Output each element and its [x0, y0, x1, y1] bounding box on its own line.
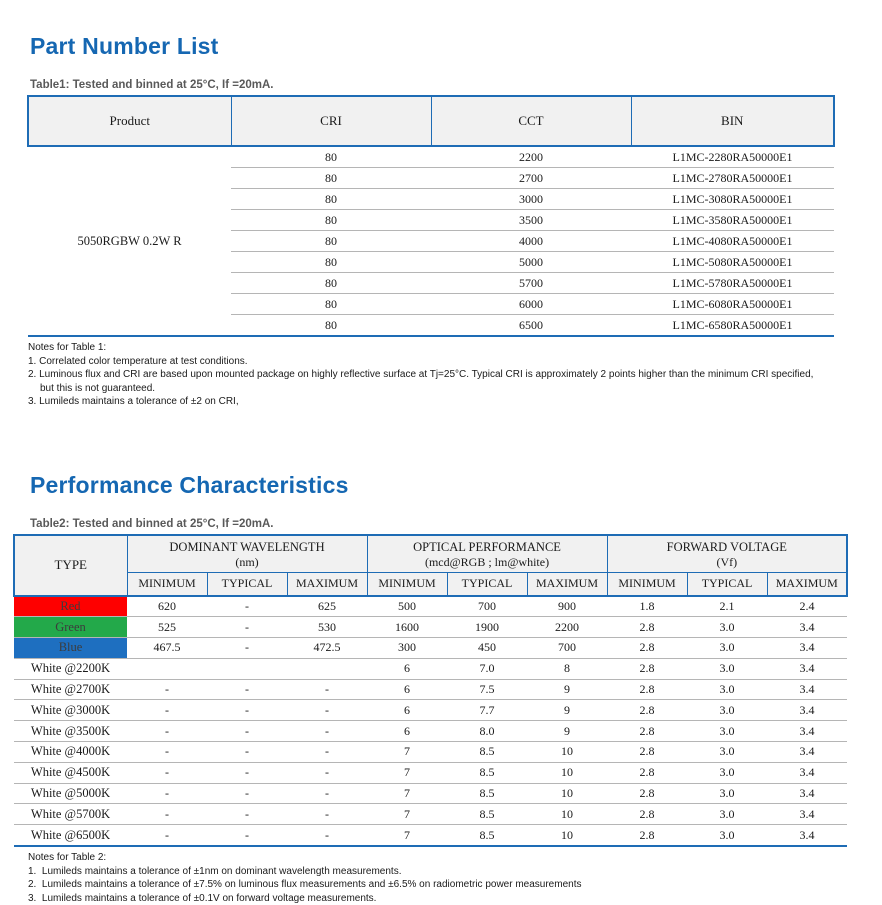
value-cell: - [287, 762, 367, 783]
value-cell: 3.4 [767, 700, 847, 721]
group-title: FORWARD VOLTAGE [609, 538, 846, 555]
value-cell: 10 [527, 825, 607, 846]
value-cell: 3.4 [767, 721, 847, 742]
value-cell: 2.8 [607, 742, 687, 763]
value-cell: 3.4 [767, 825, 847, 846]
cri-cell: 80 [231, 168, 431, 189]
note-line: 3. Lumileds maintains a tolerance of ±2 on CRI, [28, 395, 826, 409]
value-cell [127, 658, 207, 679]
sub-header-minimum: MINIMUM [367, 572, 447, 596]
group-header-dominant-wavelength [127, 535, 367, 573]
cri-cell: 80 [231, 315, 431, 337]
performance-table-body [14, 596, 847, 847]
note-line: 1. Correlated color temperature at test conditions. [28, 355, 826, 369]
value-cell: 3.0 [687, 638, 767, 659]
part-number-row [28, 146, 834, 168]
value-cell: 525 [127, 617, 207, 638]
col-header-cri: CRI [231, 96, 431, 146]
note-line: 2. Lumileds maintains a tolerance of ±7.5% on luminous flux measurements and ±6.5% on radiometric power measurements [28, 878, 826, 892]
col-header-type: TYPE [14, 535, 127, 596]
value-cell: - [287, 679, 367, 700]
value-cell: 900 [527, 596, 607, 617]
value-cell: 450 [447, 638, 527, 659]
col-header-cct: CCT [431, 96, 631, 146]
group-subtitle: (nm) [129, 555, 366, 569]
value-cell: 8.5 [447, 783, 527, 804]
type-cell: White @2700K [14, 679, 127, 700]
value-cell: 3.4 [767, 804, 847, 825]
table2-notes [28, 851, 826, 905]
value-cell: 7 [367, 783, 447, 804]
cct-cell: 3000 [431, 189, 631, 210]
bin-cell: L1MC-3580RA50000E1 [631, 210, 834, 231]
value-cell: - [287, 721, 367, 742]
value-cell: 2.1 [687, 596, 767, 617]
value-cell: - [207, 721, 287, 742]
type-cell: White @3500K [14, 721, 127, 742]
part-number-table [27, 95, 835, 337]
value-cell: 3.0 [687, 825, 767, 846]
type-cell: Green [14, 617, 127, 638]
type-cell: White @6500K [14, 825, 127, 846]
group-title: DOMINANT WAVELENGTH [129, 538, 366, 555]
value-cell: - [207, 804, 287, 825]
value-cell: - [127, 679, 207, 700]
value-cell: - [127, 783, 207, 804]
value-cell: 2.8 [607, 804, 687, 825]
value-cell: 6 [367, 679, 447, 700]
value-cell: - [207, 596, 287, 617]
value-cell: 472.5 [287, 638, 367, 659]
value-cell: 6 [367, 721, 447, 742]
sub-header-minimum: MINIMUM [127, 572, 207, 596]
value-cell: 6 [367, 700, 447, 721]
group-header-forward-voltage [607, 535, 847, 573]
cct-cell: 5000 [431, 252, 631, 273]
value-cell: - [127, 721, 207, 742]
value-cell: 3.4 [767, 638, 847, 659]
value-cell: 7 [367, 742, 447, 763]
performance-row [14, 700, 847, 721]
cct-cell: 5700 [431, 273, 631, 294]
performance-title: Performance Characteristics [30, 409, 882, 499]
performance-row [14, 783, 847, 804]
performance-row [14, 617, 847, 638]
value-cell: 3.0 [687, 658, 767, 679]
bin-cell: L1MC-2280RA50000E1 [631, 146, 834, 168]
value-cell: 467.5 [127, 638, 207, 659]
value-cell: 3.0 [687, 700, 767, 721]
type-cell: White @5000K [14, 783, 127, 804]
value-cell [207, 658, 287, 679]
sub-header-maximum: MAXIMUM [287, 572, 367, 596]
value-cell: 7 [367, 804, 447, 825]
value-cell: 3.0 [687, 679, 767, 700]
cri-cell: 80 [231, 189, 431, 210]
performance-row [14, 762, 847, 783]
value-cell: 2200 [527, 617, 607, 638]
cct-cell: 2200 [431, 146, 631, 168]
performance-group-header-row [14, 535, 847, 573]
value-cell: 6 [367, 658, 447, 679]
performance-row [14, 825, 847, 846]
value-cell: 2.8 [607, 658, 687, 679]
group-subtitle: (mcd@RGB ; lm@white) [369, 555, 606, 569]
table2-label: Table2: Tested and binned at 25°C, If =20mA. [30, 518, 882, 530]
part-number-list-section [0, 0, 882, 409]
value-cell: 7 [367, 762, 447, 783]
performance-row [14, 721, 847, 742]
value-cell: 3.4 [767, 617, 847, 638]
product-cell: 5050RGBW 0.2W R [28, 146, 231, 336]
value-cell: 3.0 [687, 783, 767, 804]
value-cell: - [207, 638, 287, 659]
sub-header-typical: TYPICAL [447, 572, 527, 596]
value-cell: - [207, 742, 287, 763]
sub-header-typical: TYPICAL [207, 572, 287, 596]
sub-header-maximum: MAXIMUM [767, 572, 847, 596]
value-cell: 620 [127, 596, 207, 617]
value-cell: 3.0 [687, 804, 767, 825]
note-line: 2. Luminous flux and CRI are based upon mounted package on highly reflective surface at Tj=25°C. Typical CRI is approximately 2 points higher than the minimum CRI specified, but this is not guaranteed. [28, 368, 826, 395]
sub-header-typical: TYPICAL [687, 572, 767, 596]
value-cell: 2.8 [607, 825, 687, 846]
value-cell: 3.0 [687, 762, 767, 783]
cri-cell: 80 [231, 146, 431, 168]
note-line: 1. Lumileds maintains a tolerance of ±1nm on dominant wavelength measurements. [28, 865, 826, 879]
value-cell: 3.0 [687, 721, 767, 742]
cri-cell: 80 [231, 210, 431, 231]
cri-cell: 80 [231, 231, 431, 252]
value-cell: 9 [527, 700, 607, 721]
value-cell: 700 [447, 596, 527, 617]
cri-cell: 80 [231, 252, 431, 273]
table1-notes-title: Notes for Table 1: [28, 341, 826, 355]
value-cell: 7.7 [447, 700, 527, 721]
value-cell: 700 [527, 638, 607, 659]
value-cell: 8 [527, 658, 607, 679]
part-number-list-title: Part Number List [30, 0, 882, 60]
bin-cell: L1MC-6580RA50000E1 [631, 315, 834, 337]
performance-row [14, 638, 847, 659]
table2-notes-list [28, 865, 826, 905]
value-cell: 8.5 [447, 825, 527, 846]
table1-label: Table1: Tested and binned at 25°C, If =20mA. [30, 79, 882, 91]
cri-cell: 80 [231, 294, 431, 315]
bin-cell: L1MC-2780RA50000E1 [631, 168, 834, 189]
value-cell: - [287, 825, 367, 846]
value-cell: - [207, 679, 287, 700]
performance-row [14, 658, 847, 679]
value-cell: 7.5 [447, 679, 527, 700]
value-cell: 3.4 [767, 742, 847, 763]
value-cell: 3.4 [767, 783, 847, 804]
bin-cell: L1MC-4080RA50000E1 [631, 231, 834, 252]
type-cell: White @2200K [14, 658, 127, 679]
value-cell: 1600 [367, 617, 447, 638]
value-cell: - [127, 700, 207, 721]
performance-row [14, 596, 847, 617]
group-title: OPTICAL PERFORMANCE [369, 538, 606, 555]
type-cell: White @3000K [14, 700, 127, 721]
value-cell [287, 658, 367, 679]
value-cell: 8.0 [447, 721, 527, 742]
value-cell: 2.8 [607, 679, 687, 700]
value-cell: 3.0 [687, 617, 767, 638]
performance-row [14, 804, 847, 825]
sub-header-maximum: MAXIMUM [527, 572, 607, 596]
part-number-table-body [28, 146, 834, 336]
group-subtitle: (Vf) [609, 555, 846, 569]
value-cell: 8.5 [447, 742, 527, 763]
value-cell: 2.8 [607, 700, 687, 721]
value-cell: - [207, 783, 287, 804]
value-cell: 2.8 [607, 638, 687, 659]
value-cell: - [207, 617, 287, 638]
group-header-optical-performance [367, 535, 607, 573]
value-cell: 2.8 [607, 617, 687, 638]
cct-cell: 4000 [431, 231, 631, 252]
type-cell: Blue [14, 638, 127, 659]
performance-table [13, 534, 848, 848]
value-cell: - [207, 825, 287, 846]
value-cell: 2.4 [767, 596, 847, 617]
part-number-table-header [28, 96, 834, 146]
value-cell: 7 [367, 825, 447, 846]
cri-cell: 80 [231, 273, 431, 294]
type-cell: White @4000K [14, 742, 127, 763]
type-cell: Red [14, 596, 127, 617]
part-number-header-row [28, 96, 834, 146]
value-cell: 10 [527, 804, 607, 825]
value-cell: 1900 [447, 617, 527, 638]
value-cell: 9 [527, 679, 607, 700]
type-cell: White @5700K [14, 804, 127, 825]
value-cell: 530 [287, 617, 367, 638]
bin-cell: L1MC-5780RA50000E1 [631, 273, 834, 294]
value-cell: 3.4 [767, 762, 847, 783]
value-cell: 500 [367, 596, 447, 617]
value-cell: - [287, 804, 367, 825]
value-cell: 3.4 [767, 658, 847, 679]
value-cell: - [127, 825, 207, 846]
bin-cell: L1MC-3080RA50000E1 [631, 189, 834, 210]
value-cell: 8.5 [447, 804, 527, 825]
value-cell: 1.8 [607, 596, 687, 617]
value-cell: 2.8 [607, 783, 687, 804]
bin-cell: L1MC-5080RA50000E1 [631, 252, 834, 273]
note-line: 3. Lumileds maintains a tolerance of ±0.1V on forward voltage measurements. [28, 892, 826, 905]
performance-section [0, 409, 882, 905]
cct-cell: 2700 [431, 168, 631, 189]
value-cell: - [207, 762, 287, 783]
value-cell: 10 [527, 742, 607, 763]
value-cell: 10 [527, 783, 607, 804]
table1-notes-list [28, 355, 826, 409]
value-cell: 2.8 [607, 762, 687, 783]
value-cell: 3.0 [687, 742, 767, 763]
col-header-product: Product [28, 96, 231, 146]
col-header-bin: BIN [631, 96, 834, 146]
cct-cell: 6000 [431, 294, 631, 315]
performance-row [14, 742, 847, 763]
performance-table-header [14, 535, 847, 596]
value-cell: - [287, 783, 367, 804]
table1-notes [28, 341, 826, 409]
value-cell: 2.8 [607, 721, 687, 742]
value-cell: 625 [287, 596, 367, 617]
bin-cell: L1MC-6080RA50000E1 [631, 294, 834, 315]
value-cell: 10 [527, 762, 607, 783]
cct-cell: 3500 [431, 210, 631, 231]
performance-sub-header-row [14, 572, 847, 596]
value-cell: - [207, 700, 287, 721]
cct-cell: 6500 [431, 315, 631, 337]
value-cell: - [127, 762, 207, 783]
value-cell: 300 [367, 638, 447, 659]
value-cell: 9 [527, 721, 607, 742]
value-cell: - [287, 742, 367, 763]
value-cell: 3.4 [767, 679, 847, 700]
value-cell: 8.5 [447, 762, 527, 783]
value-cell: - [127, 804, 207, 825]
value-cell: - [127, 742, 207, 763]
table2-notes-title: Notes for Table 2: [28, 851, 826, 865]
value-cell: - [287, 700, 367, 721]
sub-header-minimum: MINIMUM [607, 572, 687, 596]
type-cell: White @4500K [14, 762, 127, 783]
value-cell: 7.0 [447, 658, 527, 679]
performance-row [14, 679, 847, 700]
